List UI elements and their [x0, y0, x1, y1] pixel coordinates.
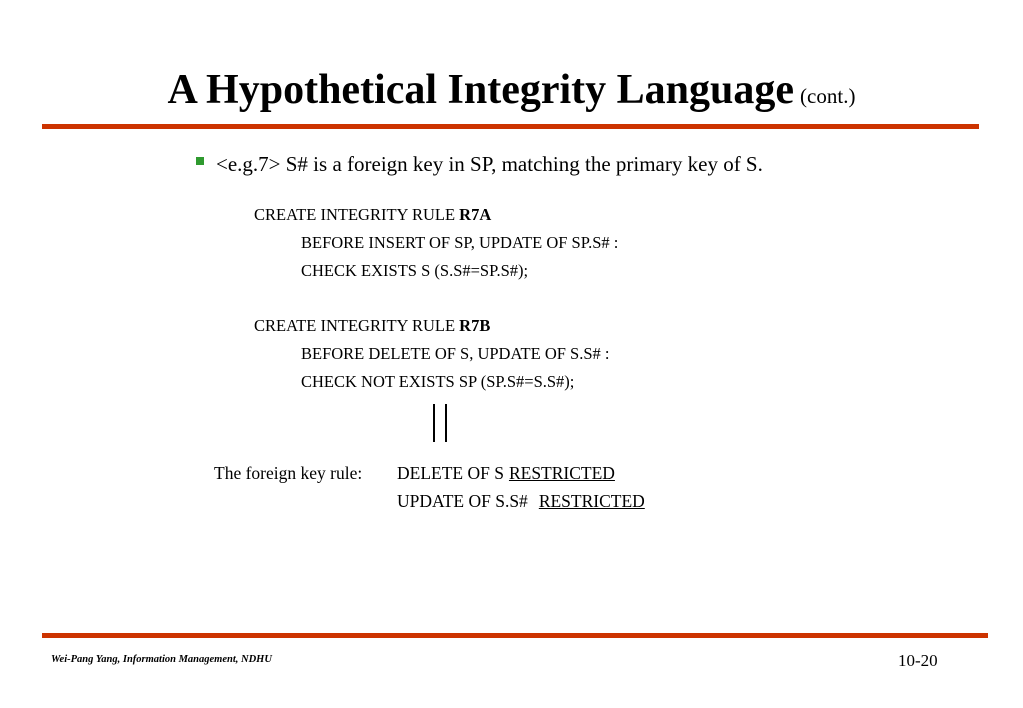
rule-r7b-header	[254, 316, 490, 336]
update-clause: UPDATE OF S.S#	[397, 491, 528, 511]
delete-clause: DELETE OF S	[397, 463, 504, 483]
title-rule	[42, 124, 979, 129]
delete-action: RESTRICTED	[508, 463, 615, 483]
rule-r7a-prefix: CREATE INTEGRITY RULE	[254, 205, 456, 224]
rule-r7a-before: BEFORE INSERT OF SP, UPDATE OF SP.S# :	[301, 233, 619, 252]
title-main: A Hypothetical Integrity Language	[167, 67, 795, 113]
slide-title	[0, 66, 1023, 114]
rule-r7a-name: R7A	[459, 205, 492, 224]
rule-r7a-check: CHECK EXISTS S (S.S#=SP.S#);	[301, 261, 529, 280]
rule-r7b-before: BEFORE DELETE OF S, UPDATE OF S.S# :	[301, 344, 610, 363]
page-number: 10-20	[898, 651, 938, 670]
bullet-item	[196, 152, 763, 177]
foreign-key-rule-label: The foreign key rule:	[214, 463, 363, 483]
rule-r7b-check: CHECK NOT EXISTS SP (SP.S#=S.S#);	[301, 372, 575, 391]
rule-r7b-name: R7B	[459, 316, 491, 335]
foreign-key-delete-rule	[397, 463, 615, 484]
square-bullet-icon	[196, 157, 204, 165]
rule-r7b-prefix: CREATE INTEGRITY RULE	[254, 316, 456, 335]
title-suffix: (cont.)	[800, 84, 856, 108]
footer-rule	[42, 633, 988, 638]
foreign-key-update-rule	[397, 491, 645, 512]
rule-r7a-header	[254, 205, 491, 225]
double-vertical-bar-icon	[432, 404, 448, 442]
footer-author: Wei-Pang Yang, Information Management, NDHU	[51, 654, 272, 665]
bullet-text: <e.g.7> S# is a foreign key in SP, matching the primary key of S.	[216, 152, 763, 176]
update-action: RESTRICTED	[538, 491, 645, 511]
